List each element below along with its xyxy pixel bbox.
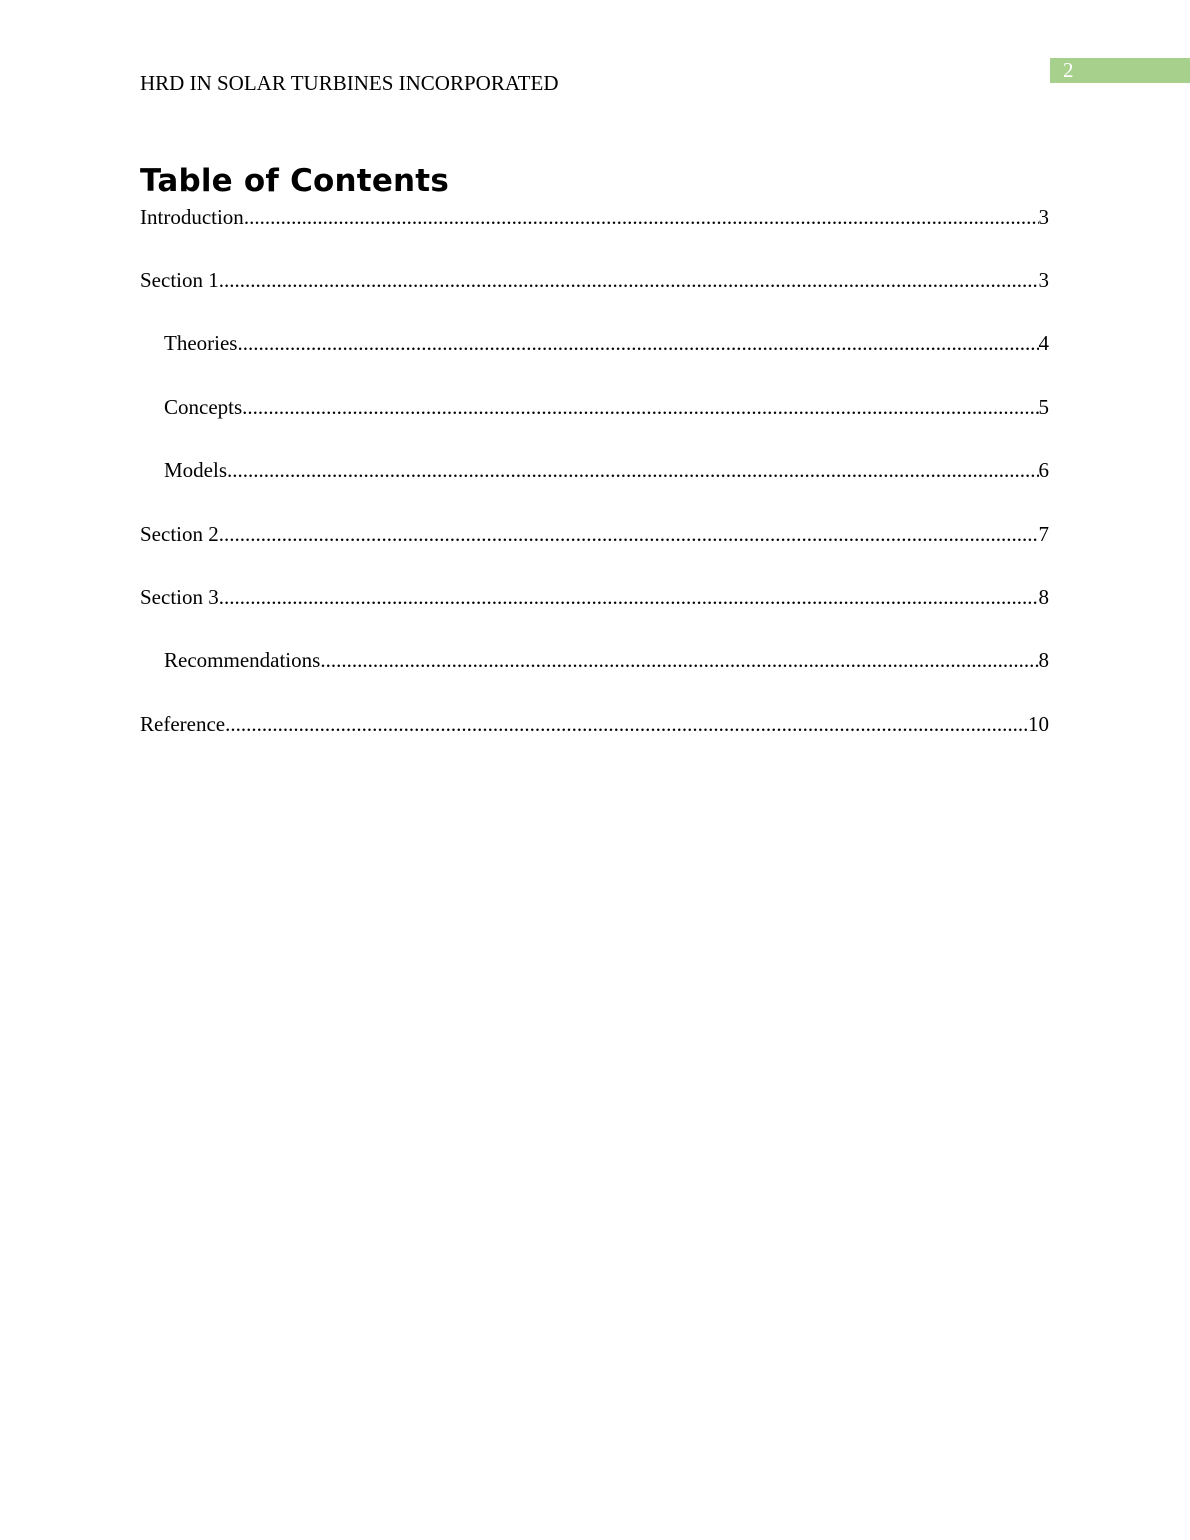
toc-leader-dots: [219, 268, 1039, 292]
toc-leader-dots: [242, 395, 1038, 419]
running-header: HRD IN SOLAR TURBINES INCORPORATED: [140, 71, 559, 95]
toc-entry-page: 8: [1038, 648, 1049, 672]
toc-entry-label: Theories: [164, 331, 238, 355]
toc-leader-dots: [227, 458, 1039, 482]
page-number-badge: [1050, 58, 1190, 83]
toc-entry-label: Section 2: [140, 522, 219, 546]
toc-entry-page: 3: [1038, 205, 1049, 229]
toc-entry-section-3[interactable]: [140, 583, 1049, 609]
toc-entry-section-2[interactable]: [140, 520, 1049, 546]
toc-entry-label: Introduction: [140, 205, 244, 229]
toc-entry-label: Section 1: [140, 268, 219, 292]
toc-entry-page: 5: [1038, 395, 1049, 419]
toc-leader-dots: [219, 522, 1039, 546]
toc-entry-page: 7: [1038, 522, 1049, 546]
toc-entry-page: 8: [1038, 585, 1049, 609]
toc-leader-dots: [219, 585, 1039, 609]
toc-entry-page: 6: [1038, 458, 1049, 482]
toc-entry-section-1[interactable]: [140, 266, 1049, 292]
toc-entry-label: Section 3: [140, 585, 219, 609]
toc-entry-reference[interactable]: [140, 710, 1049, 736]
page-number: 2: [1063, 58, 1074, 82]
toc-entry-page: 3: [1038, 268, 1049, 292]
toc-entry-label: Models: [164, 458, 227, 482]
toc-entry-page: 4: [1038, 331, 1049, 355]
toc-entry-label: Reference: [140, 712, 226, 736]
toc-heading: Table of Contents: [140, 163, 449, 199]
toc-entry-label: Recommendations: [164, 648, 321, 672]
toc-leader-dots: [225, 712, 1028, 736]
toc-leader-dots: [320, 648, 1038, 672]
toc-entry-introduction[interactable]: [140, 203, 1049, 229]
toc-leader-dots: [244, 205, 1039, 229]
toc-leader-dots: [237, 331, 1038, 355]
toc-entry-page: 10: [1028, 712, 1049, 736]
toc-entry-theories[interactable]: [164, 329, 1049, 355]
toc-entry-recommendations[interactable]: [164, 646, 1049, 672]
toc-entry-concepts[interactable]: [164, 393, 1049, 419]
toc-entry-label: Concepts: [164, 395, 243, 419]
toc-entry-models[interactable]: [164, 456, 1049, 482]
